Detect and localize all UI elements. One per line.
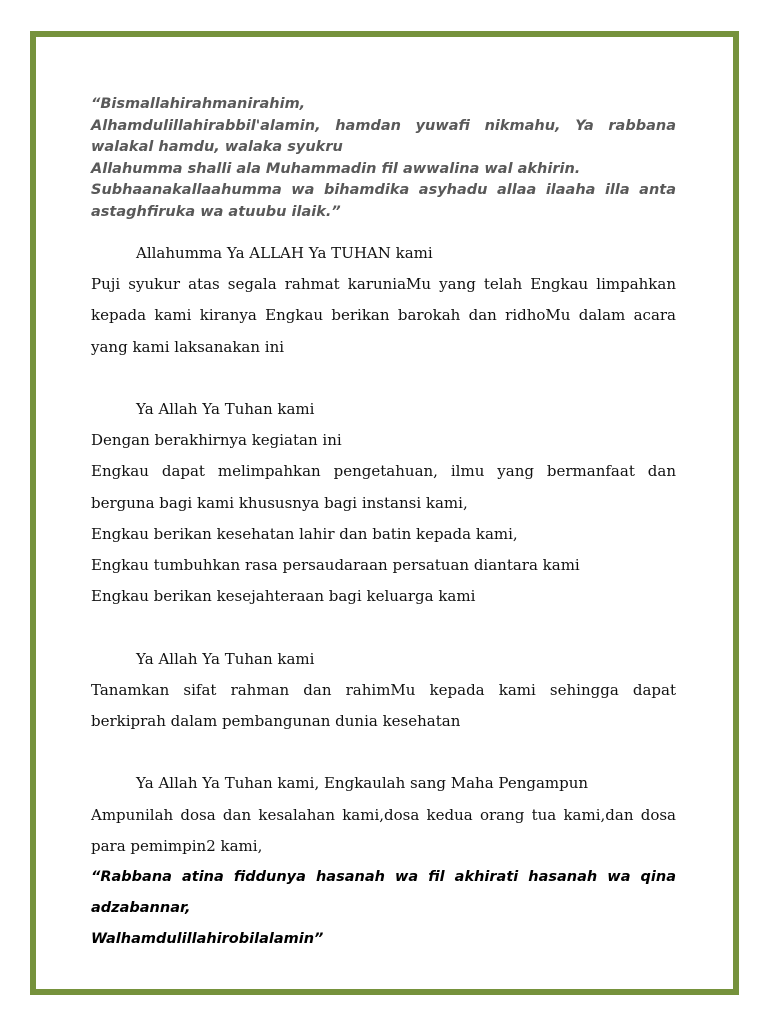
paragraph-gap [91,737,676,768]
closing-prayer-line: “Rabbana atina fiddunya hasanah wa fil akhirati hasanah wa qina adzabannar, [91,869,676,917]
prayer-body [91,238,676,956]
section-paragraph: Puji syukur atas segala rahmat karuniaMu yang telah Engkau limpahkan kepada kami kiranya Engkau berikan barokah dan ridhoMu dalam acara yang kami laksanakan ini [91,275,676,356]
section-line: Dengan berakhirnya kegiatan ini [91,431,342,450]
opening-prayer-line: “Bismallahirahmanirahim, [91,96,306,112]
closing-prayer-line: Walhamdulillahirobilalamin” [91,931,324,948]
section-line: Engkau dapat melimpahkan pengetahuan, ilmu yang bermanfaat dan berguna bagi kami khususnya bagi instansi kami, [91,462,676,512]
opening-prayer-line: Alhamdulillahirabbil'alamin, hamdan yuwafi nikmahu, Ya rabbana walakal hamdu, walaka syukru [91,117,676,155]
section-heading: Allahumma Ya ALLAH Ya TUHAN kami [136,244,433,262]
document-content [91,94,676,956]
section-heading: Ya Allah Ya Tuhan kami [136,649,315,668]
section-paragraph: Ampunilah dosa dan kesalahan kami,dosa kedua orang tua kami,dan dosa para pemimpin2 kami, [91,805,676,855]
section-line: Engkau berikan kesehatan lahir dan batin kepada kami, [91,524,518,543]
section-line: Engkau tumbuhkan rasa persaudaraan persatuan diantara kami [91,556,580,575]
section-heading: Ya Allah Ya Tuhan kami, Engkaulah sang Maha Pengampun [136,774,589,793]
opening-prayer [91,94,676,223]
paragraph-gap [91,363,676,394]
section-paragraph: Tanamkan sifat rahman dan rahimMu kepada kami sehingga dapat berkiprah dalam pembangunan dunia kesehatan [91,680,676,731]
paragraph-gap [91,612,676,643]
opening-prayer-line: Subhaanakallaahumma wa bihamdika asyhadu allaa ilaaha illa anta astaghfiruka wa atuubu ilaik.” [91,182,676,220]
section-line: Engkau berikan kesejahteraan bagi keluarga kami [91,587,476,606]
opening-prayer-line: Allahumma shalli ala Muhammadin fil awwalina wal akhirin. [91,160,581,177]
section-heading: Ya Allah Ya Tuhan kami [136,400,315,418]
